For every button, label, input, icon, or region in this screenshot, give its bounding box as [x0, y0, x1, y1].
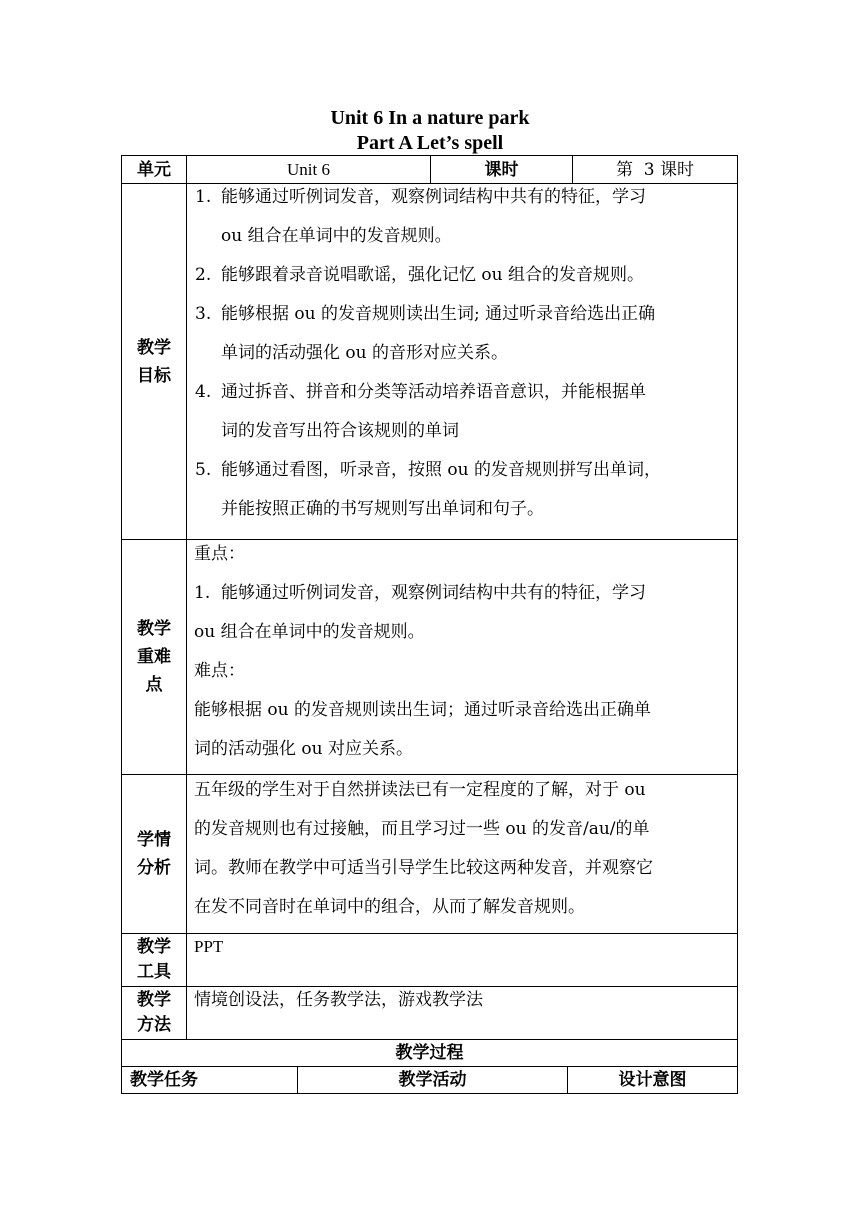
analysis-line: 五年级的学生对于自然拼读法已有一定程度的了解，对于 ou: [194, 780, 646, 800]
col-header-task: 教学任务: [130, 1070, 198, 1090]
goal-text-line1: 通过拆音、拼音和分类等活动培养语音意识，并能根据单: [221, 382, 646, 402]
methods-label: [122, 987, 186, 1039]
goals-label-line1: 教学: [137, 337, 171, 358]
keypoints-label-line2: 重难: [137, 647, 171, 667]
analysis-label-line1: 学情: [137, 830, 171, 850]
goal-item-1: [187, 178, 737, 256]
unit-label: 单元: [137, 159, 171, 180]
tools-label-line1: 教学: [137, 937, 171, 957]
analysis-line: 词。教师在教学中可适当引导学生比较这两种发音，并观察它: [194, 858, 653, 878]
analysis-label: [122, 775, 186, 933]
goal-number: 3.: [195, 304, 212, 324]
goal-text-line1: 能够根据 ou 的发音规则读出生词; 通过听录音给选出正确: [221, 304, 656, 324]
methods-value: 情境创设法，任务教学法，游戏教学法: [194, 990, 483, 1010]
goal-number: 5.: [195, 460, 212, 480]
document-subtitle: Part A Let’s spell: [356, 132, 504, 154]
keypoints-label-line1: 教学: [137, 619, 171, 639]
goals-list: [187, 178, 737, 529]
analysis-line: 的发音规则也有过接触，而且学习过一些 ou 的发音/au/的单: [194, 819, 650, 839]
document-title: Unit 6 In a nature park: [330, 107, 530, 129]
keypoints-label: [122, 540, 186, 774]
goal-item-3: [187, 295, 737, 373]
goal-text-line2: 词的发音写出符合该规则的单词: [221, 421, 459, 441]
analysis-line: 在发不同音时在单词中的组合，从而了解发音规则。: [194, 897, 585, 917]
key-line2: ou 组合在单词中的发音规则。: [194, 622, 425, 642]
goal-text-line2: 并能按照正确的书写规则写出单词和句子。: [221, 499, 544, 519]
goals-content: [187, 178, 737, 538]
process-heading: 教学过程: [395, 1043, 464, 1063]
key-line1: 1. 能够通过听例词发音，观察例词结构中共有的特征，学习: [194, 583, 647, 603]
goal-number: 1.: [195, 187, 212, 207]
analysis-label-line2: 分析: [137, 858, 171, 878]
col-header-intent: 设计意图: [618, 1070, 687, 1090]
goal-text-line1: 能够通过看图，听录音，按照 ou 的发音规则拼写出单词，: [221, 460, 661, 480]
methods-label-line2: 方法: [137, 1015, 171, 1035]
period-value: 第 3 课时: [615, 159, 695, 180]
tools-label-line2: 工具: [137, 962, 171, 982]
goal-number: 2.: [195, 265, 212, 285]
goal-text-line1: 能够跟着录音说唱歌谣，强化记忆 ou 组合的发音规则。: [221, 265, 644, 285]
period-label: 课时: [484, 159, 519, 180]
goal-text-line2: ou 组合在单词中的发音规则。: [221, 226, 452, 246]
goal-number: 4.: [195, 382, 212, 402]
goals-label-line2: 目标: [137, 365, 171, 386]
unit-value: Unit 6: [287, 159, 330, 179]
difficulty-line1: 能够根据 ou 的发音规则读出生词；通过听录音给选出正确单: [194, 700, 651, 720]
key-title: 重点：: [194, 544, 245, 564]
goal-item-5: [187, 451, 737, 529]
col-header-activity: 教学活动: [398, 1070, 467, 1090]
tools-label: [122, 934, 186, 986]
goal-text-line1: 能够通过听例词发音，观察例词结构中共有的特征，学习: [221, 187, 646, 207]
goal-text-line2: 单词的活动强化 ou 的音形对应关系。: [221, 343, 508, 363]
goals-label: [122, 184, 186, 539]
difficulty-title: 难点：: [194, 661, 245, 681]
difficulty-line2: 词的活动强化 ou 对应关系。: [194, 739, 413, 759]
analysis-content: [194, 771, 734, 931]
methods-label-line1: 教学: [137, 990, 171, 1010]
goal-item-4: [187, 373, 737, 451]
goal-item-2: [187, 256, 737, 295]
keypoints-content: [194, 535, 734, 773]
keypoints-label-line3: 点: [145, 675, 163, 695]
tools-value: PPT: [194, 937, 224, 956]
